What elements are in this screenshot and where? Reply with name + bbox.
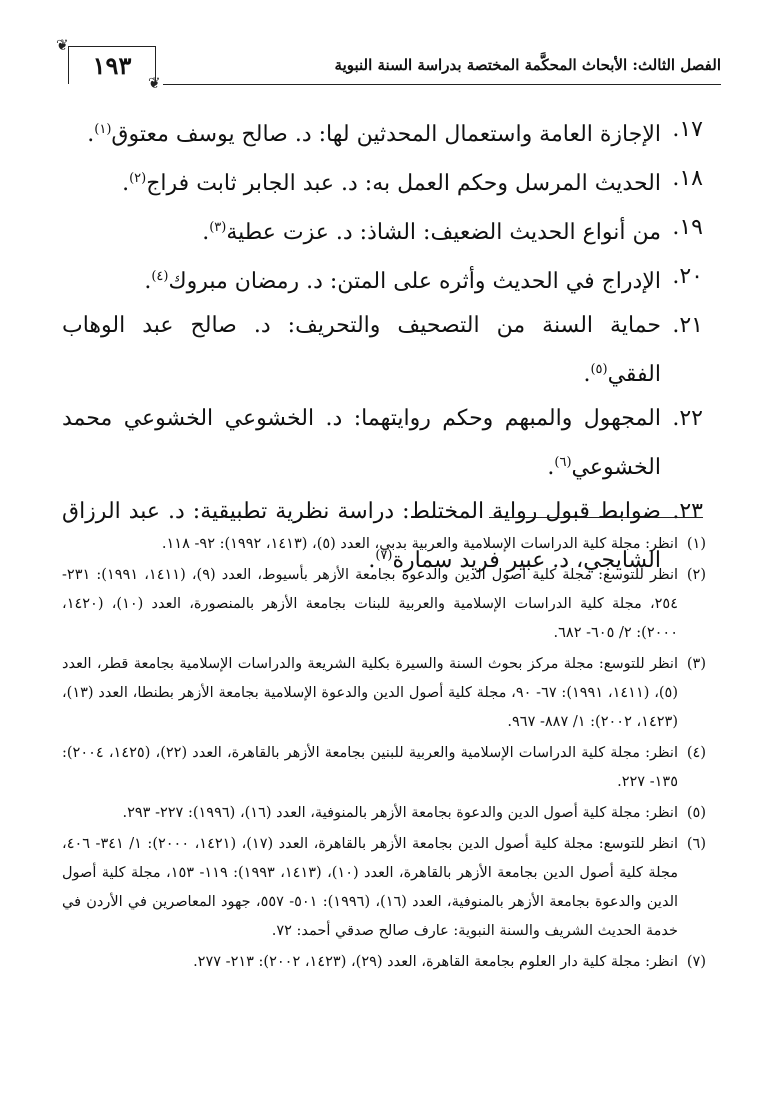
item-end: .: [87, 122, 95, 147]
footnote-text: انظر للتوسع: مجلة مركز بحوث السنة والسيرة بكلية الشريعة والدراسات الإسلامية بجامعة قطر، العدد (٥)، (١٤١١، ١٩٩١): ٦٧- ٩٠، مجلة كلية أصول الدين والدعوة الإسلامية بجامعة الأزهر بطنطا، العدد (١٣)، (١٤٢٣، ٢٠٠٢): ١/ ٨٨٧- ٩٦٧.: [62, 656, 679, 730]
research-list: [62, 108, 703, 583]
ornament-icon: ❦: [56, 36, 69, 54]
footnote: [62, 650, 706, 737]
list-item: [62, 304, 703, 397]
page-number: ١٩٣: [92, 51, 132, 80]
running-title: الفصل الثالث: الأبحاث المحكَّمة المختصة بدراسة السنة النبوية: [334, 56, 721, 74]
footnote-separator: [489, 517, 703, 518]
footnote-ref: (١): [94, 122, 112, 137]
footnote-ref: (٣): [209, 220, 227, 235]
ornament-icon: ❦: [148, 74, 161, 92]
footnote-text: انظر: مجلة كلية الدراسات الإسلامية والعربية للبنين بجامعة الأزهر بالقاهرة، العدد (٢٢)، (١٤٢٥، ٢٠٠٤): ١٣٥- ٢٢٧.: [62, 745, 678, 790]
footnote-number: (٣): [686, 656, 706, 672]
footnote-text: انظر للتوسع: مجلة كلية أصول الدين والدعوة بجامعة الأزهر بأسيوط، العدد (٩)، (١٤١١، ١٩٩١): ٢٣١- ٢٥٤، مجلة كلية الدراسات الإسلامية والعربية للبنات بجامعة الأزهر بالمنصورة، العدد (١٠)، (١٤٢٠، ٢٠٠٠): ٢/ ٦٠٥- ٦٨٢.: [62, 567, 679, 641]
item-text: حماية السنة من التصحيف والتحريف: د. صالح عبد الوهاب الفقي: [62, 313, 661, 387]
page-number-box: [68, 46, 156, 84]
footnote-number: (٥): [686, 805, 706, 821]
item-number: ٢٠.: [672, 264, 703, 289]
footnote-text: انظر: مجلة كلية دار العلوم بجامعة القاهرة، العدد (٢٩)، (١٤٢٣، ٢٠٠٢): ٢١٣- ٢٧٧.: [193, 954, 678, 970]
item-number: ١٩.: [672, 215, 703, 240]
item-text: الحديث المرسل وحكم العمل به: د. عبد الجابر ثابت فراج: [146, 171, 661, 196]
list-item: [62, 108, 703, 157]
footnote: [62, 799, 706, 828]
item-end: .: [368, 548, 376, 573]
footnote-ref: (٥): [590, 362, 608, 377]
footnote-number: (٢): [686, 567, 706, 583]
footnote: [62, 948, 706, 977]
item-end: .: [122, 171, 130, 196]
footnote-ref: (٢): [129, 171, 147, 186]
footnote-text: انظر: مجلة كلية أصول الدين والدعوة بجامعة الأزهر بالمنوفية، العدد (١٦)، (١٩٩٦): ٢٢٧- ٢٩٣.: [122, 805, 678, 821]
header-rule: [163, 84, 721, 85]
footnote: [62, 530, 706, 559]
item-text: المجهول والمبهم وحكم روايتهما: د. الخشوعي الخشوعي محمد الخشوعي: [62, 406, 661, 480]
item-end: .: [547, 455, 555, 480]
list-item: [62, 206, 703, 255]
list-item: [62, 397, 703, 490]
footnote-number: (١): [686, 536, 706, 552]
page-header: [48, 36, 721, 92]
item-number: ٢١.: [672, 313, 703, 338]
item-number: ٢٢.: [672, 406, 703, 431]
footnote-ref: (٦): [554, 455, 572, 470]
footnote-ref: (٧): [375, 548, 393, 563]
footnote: [62, 561, 706, 648]
item-number: ١٨.: [672, 166, 703, 191]
footnote-number: (٧): [686, 954, 706, 970]
item-text: من أنواع الحديث الضعيف: الشاذ: د. عزت عطية: [226, 220, 661, 245]
item-end: .: [583, 362, 591, 387]
footnotes: [62, 530, 706, 979]
footnote-number: (٦): [686, 836, 706, 852]
footnote-text: انظر: مجلة كلية الدراسات الإسلامية والعربية بدبي، العدد (٥)، (١٤١٣، ١٩٩٢): ٩٢- ١١٨.: [161, 536, 678, 552]
footnote-ref: (٤): [151, 269, 169, 284]
item-text: الإدراج في الحديث وأثره على المتن: د. رمضان مبروك: [168, 269, 661, 294]
list-item: [62, 157, 703, 206]
item-number: ٢٣.: [672, 499, 703, 524]
item-number: ١٧.: [672, 117, 703, 142]
item-text: ضوابط قبول رواية المختلط: دراسة نظرية تطبيقية: د. عبد الرزاق الشايجي، د. عبير فريد سمارة: [62, 499, 661, 573]
footnote: [62, 830, 706, 946]
footnote-number: (٤): [686, 745, 706, 761]
item-end: .: [144, 269, 152, 294]
item-end: .: [202, 220, 210, 245]
footnote: [62, 739, 706, 797]
list-item: [62, 255, 703, 304]
item-text: الإجازة العامة واستعمال المحدثين لها: د. صالح يوسف معتوق: [111, 122, 661, 147]
footnote-text: انظر للتوسع: مجلة كلية أصول الدين بجامعة الأزهر بالقاهرة، العدد (١٧)، (١٤٢١، ٢٠٠٠): ١/ ٣٤١- ٤٠٦، مجلة كلية أصول الدين بجامعة الأزهر بالقاهرة، العدد (١٠)، (١٤١٣، ١٩٩٣): ١١٩- ١٥٣، مجلة كلية أصول الدين والدعوة بجامعة الأزهر بالمنوفية، العدد (١٦)، (١٩٩٦): ٥٠١- ٥٥٧، جهود المعاصرين في الأردن في خدمة الحديث الشريف والسنة النبوية: عارف صالح صدقي أحمد: ٧٢.: [62, 836, 679, 939]
